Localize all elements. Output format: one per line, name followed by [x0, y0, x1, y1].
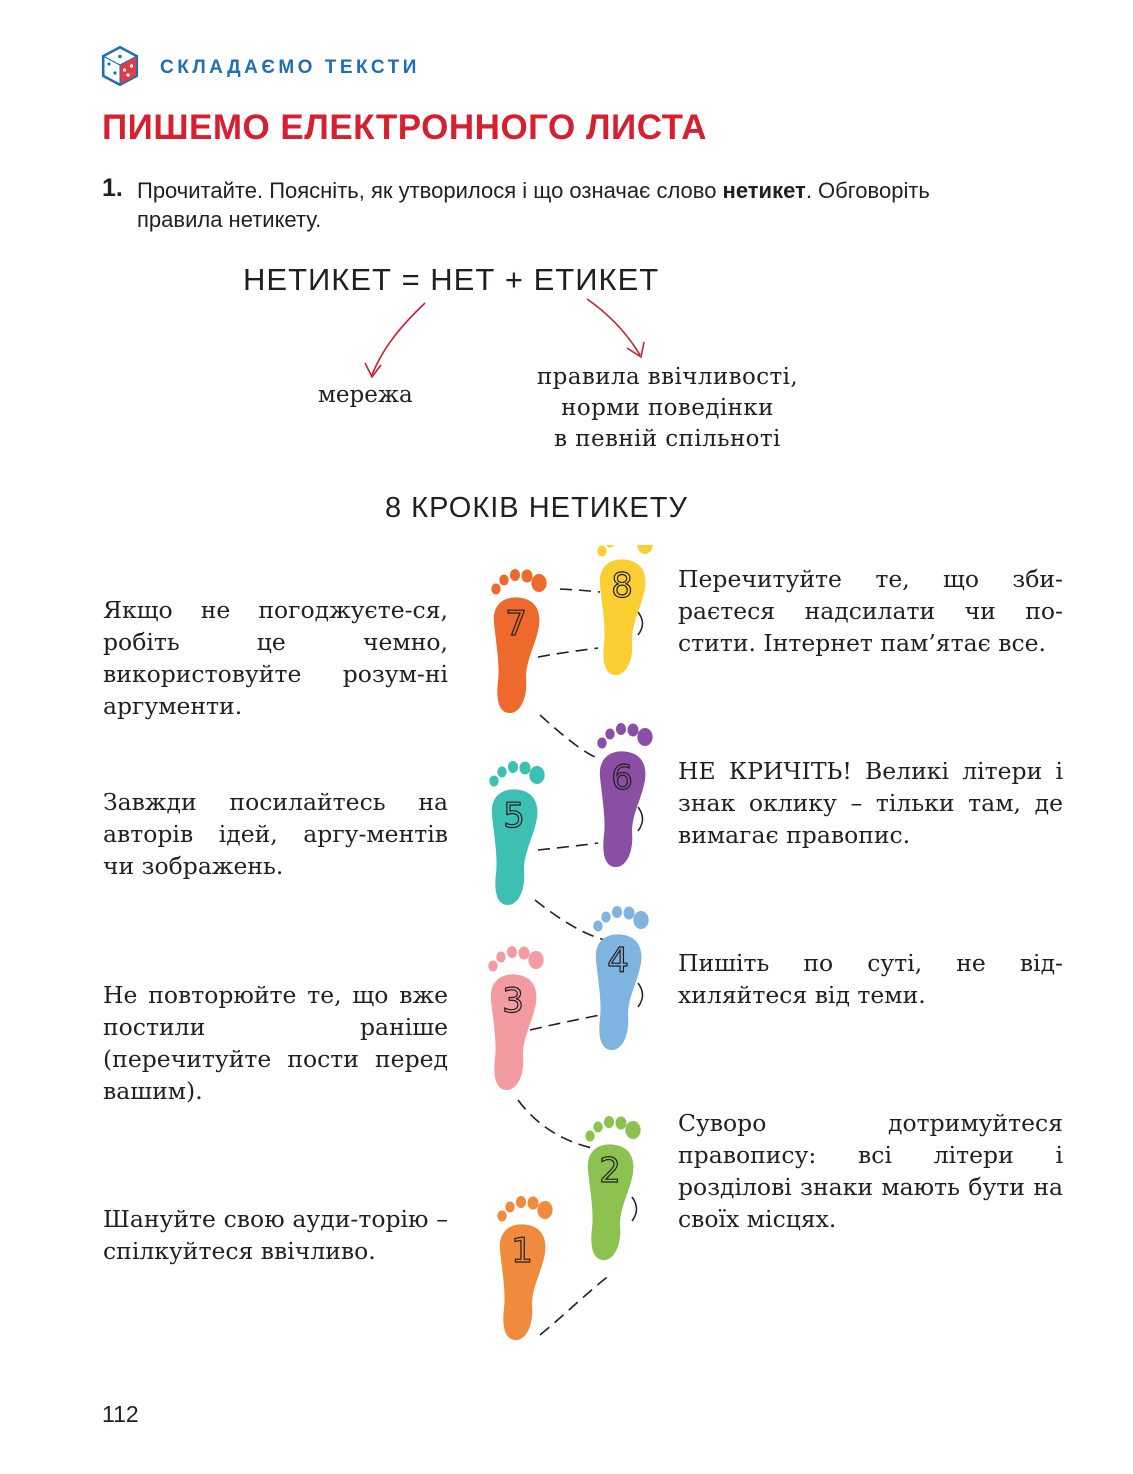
- footprint-toe: [518, 947, 529, 960]
- footprint-toe: [537, 1201, 552, 1219]
- rule-1: Шануйте свою ауди-торію – спілкуйтеся ввічливо.: [103, 1205, 448, 1265]
- footprint-toe: [528, 951, 543, 969]
- footprint-number: 3: [502, 981, 524, 1021]
- meaning-line-3: в певній спільноті: [554, 426, 781, 452]
- rule-2: Суворо дотримуйтеся правопису: всі літери і розділові знаки мають бути на своїх місцях.: [678, 1109, 1063, 1233]
- footprint-toe: [527, 1197, 538, 1210]
- arrow-left-icon: [372, 303, 425, 375]
- footprint-toe: [616, 723, 626, 735]
- footprint-toe: [497, 1211, 506, 1222]
- task-keyword: нетикет: [722, 178, 806, 203]
- page-number: 112: [102, 1401, 139, 1427]
- netiquette-formula: НЕТИКЕТ = НЕТ + ЕТИКЕТ: [243, 262, 660, 297]
- footprint-toe: [625, 1121, 640, 1139]
- footprint-number: 6: [611, 758, 633, 798]
- footprint-toe: [597, 738, 606, 749]
- rule-8: Перечитуйте те, що зби-раєтеся надсилати чи по-стити. Інтернет пам’ятає все.: [678, 565, 1063, 657]
- footprint-toe: [593, 921, 602, 932]
- footprint-toe: [627, 724, 638, 737]
- footprint-toe: [531, 574, 546, 592]
- section-label: СКЛАДАЄМО ТЕКСТИ: [160, 57, 420, 78]
- rule-3: Не повторюйте те, що вже постили раніше (перечитуйте пости перед вашим).: [103, 981, 448, 1105]
- footprint-2: [585, 1116, 640, 1260]
- footprint-toe: [519, 762, 530, 775]
- footprint-number: 8: [611, 566, 633, 606]
- footprint-8: [597, 545, 652, 675]
- page-title: ПИШЕМО ЕЛЕКТРОННОГО ЛИСТА: [102, 108, 708, 147]
- footprint-toe: [496, 952, 505, 963]
- footprint-7: [491, 569, 546, 713]
- footprint-toe: [499, 575, 508, 586]
- task-number: 1.: [102, 174, 123, 202]
- footprint-number: 7: [505, 604, 527, 644]
- rule-7: Якщо не погоджуєте-ся, робіть це чемно, використовуйте розум-ні аргументи.: [103, 596, 448, 720]
- footprint-toe: [637, 728, 652, 746]
- footprint-toe: [604, 1116, 614, 1128]
- meaning-line-1: правила ввічливості,: [536, 364, 799, 390]
- footprint-number: 4: [607, 941, 629, 981]
- dice-cube-icon: [100, 45, 140, 87]
- footprint-toe: [505, 1202, 514, 1213]
- task-instruction: [137, 176, 1017, 234]
- rule-6: НЕ КРИЧІТЬ! Великі літери і знак оклику – тільки там, де вимагає правопис.: [678, 757, 1063, 849]
- footprint-toe: [585, 1131, 594, 1142]
- footprint-toe: [605, 545, 614, 548]
- footprint-toe: [497, 767, 506, 778]
- footprint-toe: [488, 961, 497, 972]
- footprint-toe: [516, 1196, 526, 1208]
- footprint-toe: [615, 1117, 626, 1130]
- meaning-etiquette: [500, 362, 835, 455]
- footprint-6: [597, 723, 652, 867]
- footprint-toe: [605, 729, 614, 740]
- footprint-number: 5: [503, 796, 525, 836]
- footprint-toe: [521, 570, 532, 583]
- footprint-toe: [508, 761, 518, 773]
- footprint-number: 2: [599, 1151, 621, 1191]
- meaning-line-2: норми поведінки: [561, 395, 774, 421]
- footprint-toe: [612, 906, 622, 918]
- footprint-3: [488, 946, 543, 1090]
- footprint-number: 1: [511, 1231, 533, 1271]
- footprints-path: [470, 545, 670, 1360]
- meaning-net: мережа: [318, 382, 413, 408]
- arrow-right-icon: [587, 299, 640, 355]
- footprint-toe: [593, 1122, 602, 1133]
- footprint-toe: [507, 946, 517, 958]
- footprint-toe: [601, 912, 610, 923]
- footprint-toe: [510, 569, 520, 581]
- footprint-1: [497, 1196, 552, 1340]
- footprint-toe: [597, 546, 606, 557]
- footprint-toe: [637, 545, 652, 554]
- footprint-toe: [489, 776, 498, 787]
- footprint-4: [593, 906, 648, 1050]
- steps-title: 8 КРОКІВ НЕТИКЕТУ: [385, 492, 688, 524]
- footprint-toe: [529, 766, 544, 784]
- rule-4: Пишіть по суті, не від-хиляйтеся від теми.: [678, 949, 1063, 1009]
- footprint-toe: [633, 911, 648, 929]
- rule-5: Завжди посилайтесь на авторів ідей, аргу-ментів чи зображень.: [103, 788, 448, 880]
- task-text-before: Прочитайте. Поясніть, як утворилося і що означає слово: [137, 178, 723, 203]
- footprint-toe: [491, 584, 500, 595]
- footprint-toe: [623, 907, 634, 920]
- footprint-5: [489, 761, 544, 905]
- task-text-after: . Обговоріть правила нетикету.: [137, 178, 930, 232]
